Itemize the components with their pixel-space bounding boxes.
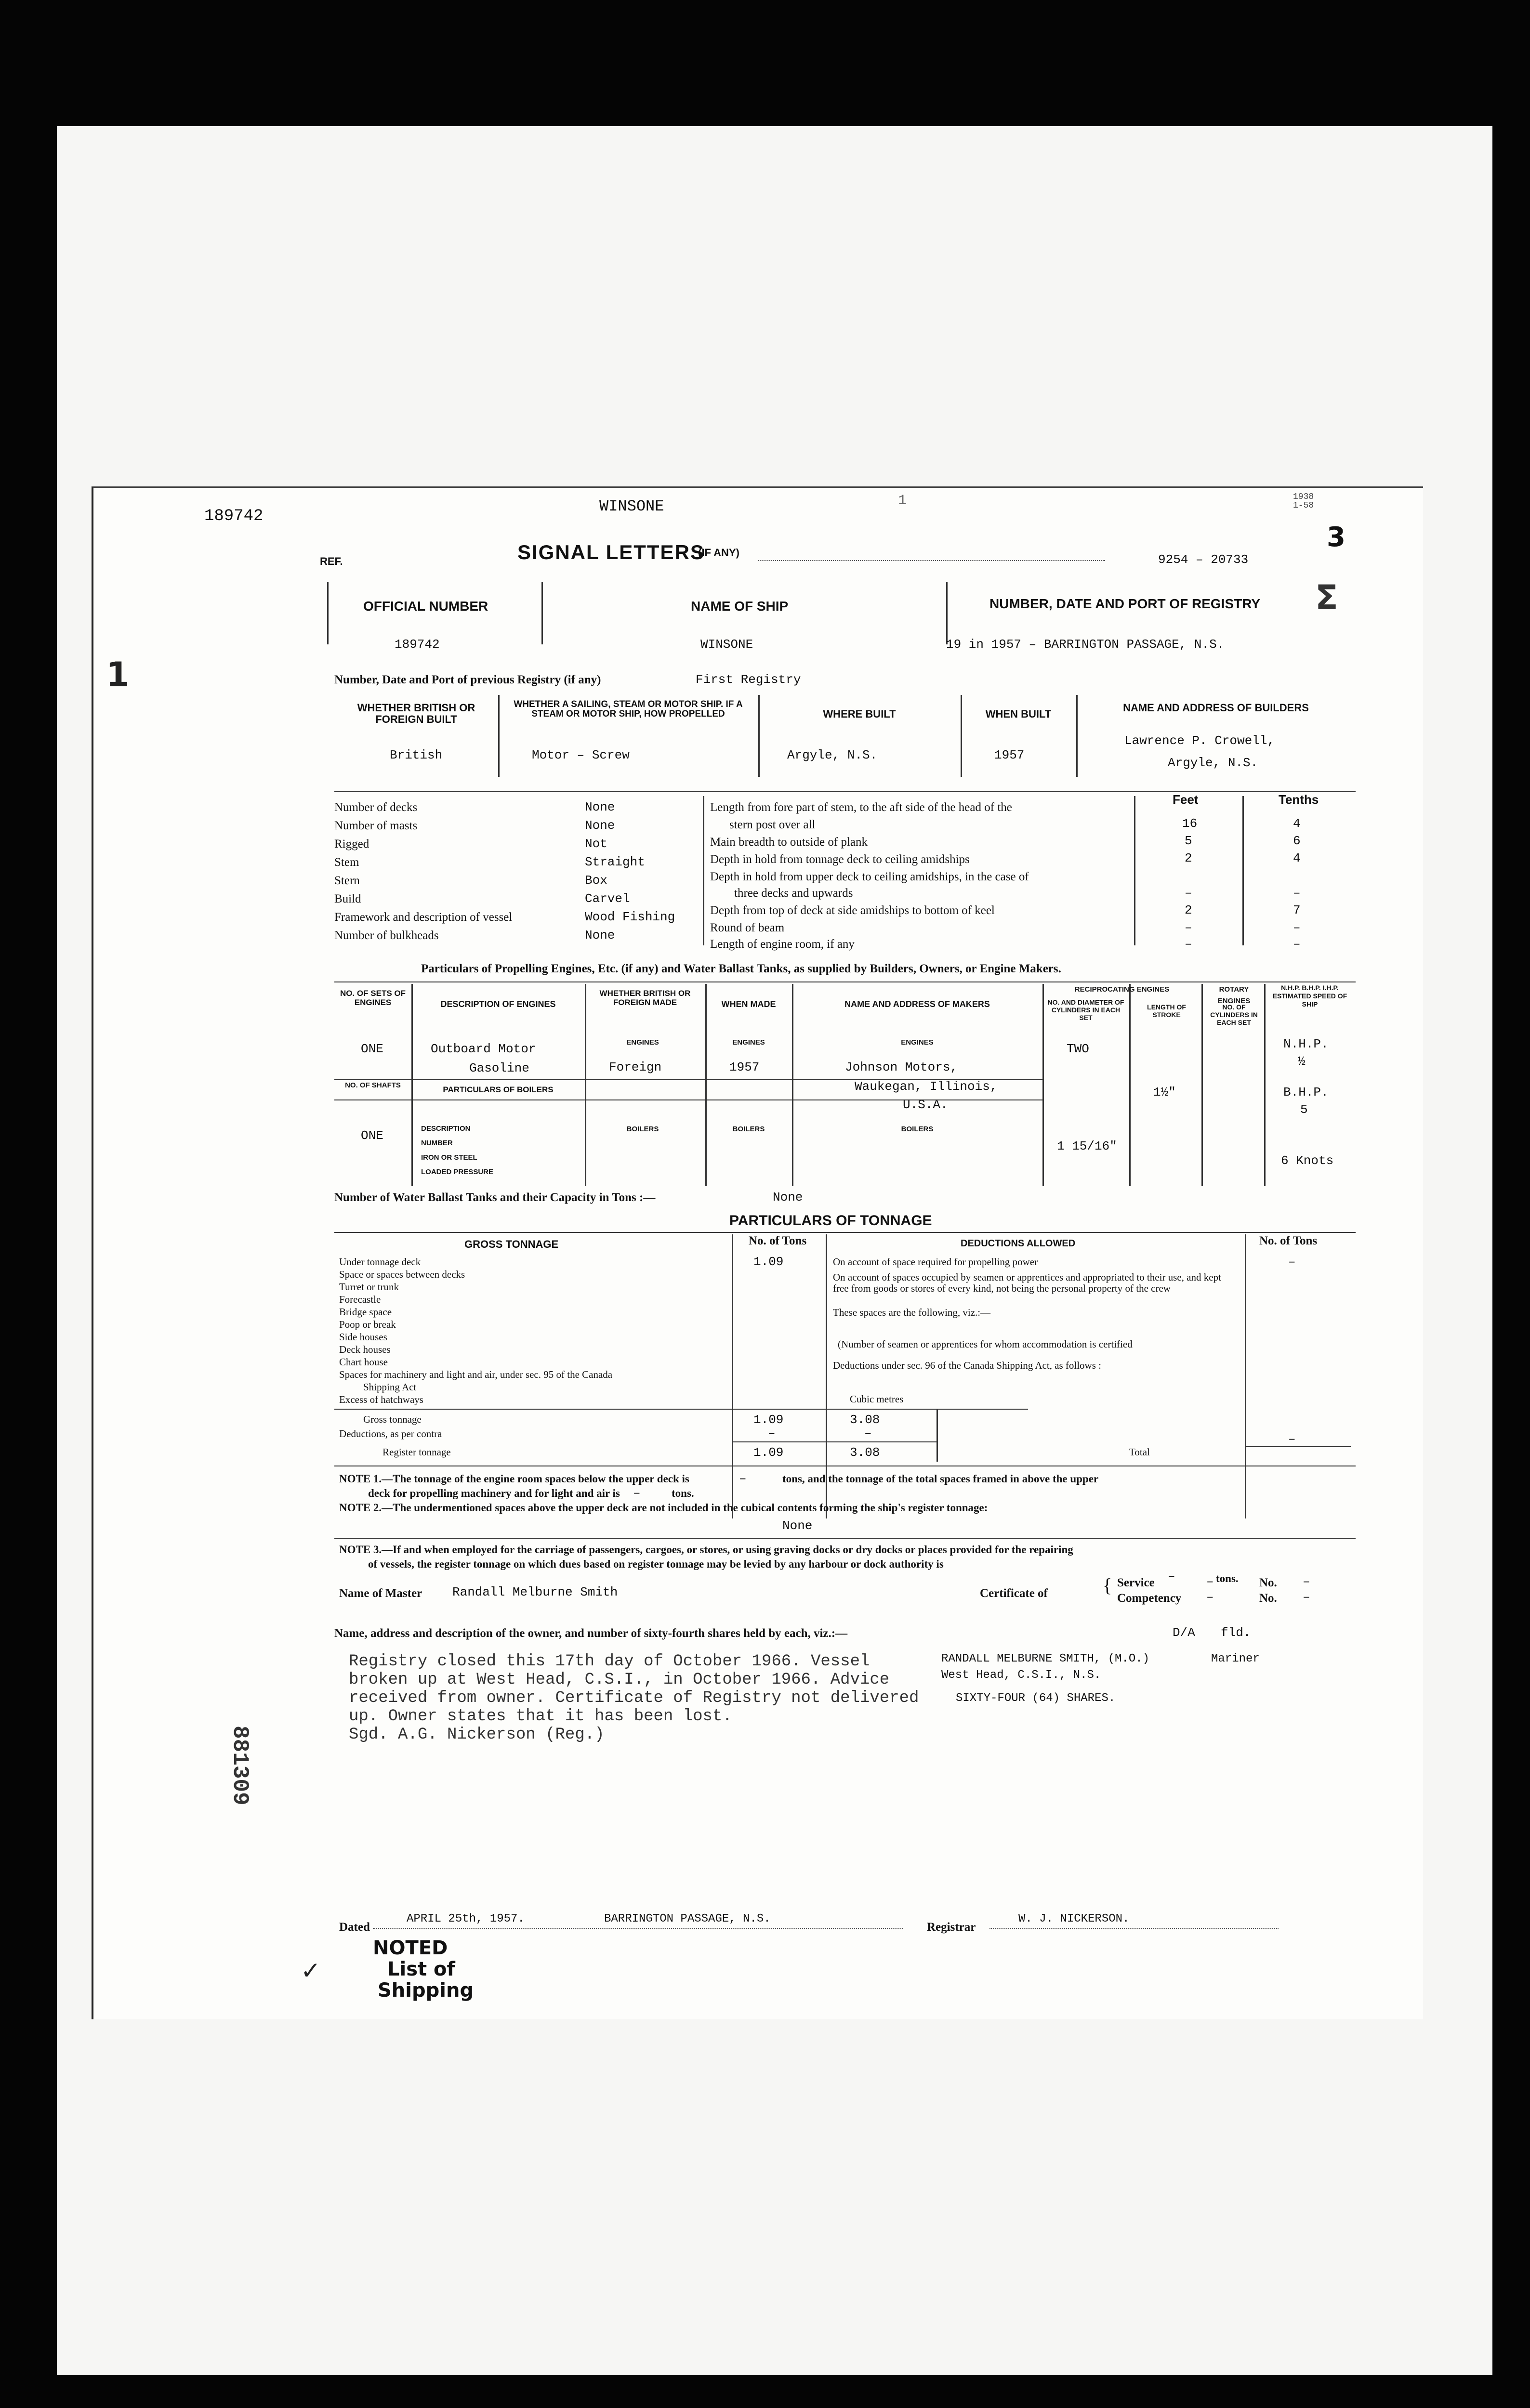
when-built-header: WHEN BUILT bbox=[985, 708, 1052, 720]
gross-item: Shipping Act bbox=[363, 1381, 417, 1393]
dimension-tenths: – bbox=[1293, 937, 1301, 951]
detail-value: None bbox=[585, 800, 615, 814]
note-1c: deck for propelling machinery and for light and air is bbox=[368, 1487, 620, 1499]
british-built-header: WHETHER BRITISH OR FOREIGN BUILT bbox=[357, 702, 475, 725]
signal-letters-line bbox=[758, 560, 1105, 561]
margin-scribble: Σ bbox=[1315, 578, 1338, 617]
note-3c: tons. bbox=[1216, 1572, 1239, 1584]
form-code: 1938 1-58 bbox=[1293, 492, 1314, 510]
deduction-item: (Number of seamen or apprentices for whom accommodation is certified bbox=[838, 1338, 1133, 1350]
rule bbox=[334, 1099, 1042, 1100]
tons-header: No. of Tons bbox=[749, 1234, 807, 1247]
divider bbox=[1134, 796, 1135, 945]
registrar-value: W. J. NICKERSON. bbox=[1018, 1912, 1130, 1925]
detail-label: Number of masts bbox=[334, 819, 418, 832]
nhp-label: N.H.P. bbox=[1283, 1037, 1329, 1051]
british-built-value: British bbox=[390, 748, 443, 762]
propelled-value: Motor – Screw bbox=[532, 748, 630, 762]
dimension-feet: 16 bbox=[1182, 816, 1198, 831]
dimension-tenths: 6 bbox=[1293, 834, 1301, 848]
rule bbox=[334, 1538, 1356, 1539]
boilers-sublabel: BOILERS bbox=[901, 1125, 934, 1133]
note-1-value: – bbox=[739, 1471, 747, 1486]
dimension-tenths: – bbox=[1293, 920, 1301, 935]
detail-label: Rigged bbox=[334, 838, 369, 851]
registry-form bbox=[92, 486, 1423, 2019]
sets-header: NO. OF SETS OF ENGINES bbox=[340, 989, 406, 1007]
ded-tons-header: No. of Tons bbox=[1259, 1234, 1318, 1247]
rule bbox=[732, 1441, 936, 1442]
boilers-sublabel: BOILERS bbox=[732, 1125, 765, 1133]
competency-label: Competency bbox=[1117, 1592, 1182, 1605]
boiler-field: DESCRIPTION bbox=[421, 1125, 471, 1133]
dimension-feet: 5 bbox=[1185, 834, 1192, 848]
owner-shares: SIXTY-FOUR (64) SHARES. bbox=[956, 1692, 1116, 1705]
british-made-header: WHETHER BRITISH OR FOREIGN MADE bbox=[599, 989, 691, 1007]
stamp-noted: NOTED bbox=[373, 1937, 448, 1959]
dated-line bbox=[373, 1928, 903, 1929]
gross-tonnage-m3: 3.08 bbox=[850, 1413, 880, 1427]
deduction-item: Deductions under sec. 96 of the Canada Shipping Act, as follows : bbox=[833, 1360, 1101, 1371]
rule bbox=[334, 1409, 1028, 1410]
detail-label: Build bbox=[334, 892, 361, 905]
dimension-label: Depth in hold from tonnage deck to ceiling amidships bbox=[710, 853, 970, 866]
signal-letters-note: (IF ANY) bbox=[698, 547, 739, 559]
register-tonnage-tons: 1.09 bbox=[753, 1445, 784, 1460]
note-3b: of vessels, the register tonnage on which dues based on register tonnage may be levied by any harbour or dock authority is bbox=[368, 1558, 944, 1570]
builders-value-1: Lawrence P. Crowell, bbox=[1124, 733, 1275, 748]
propelling-tons: – bbox=[1288, 1255, 1296, 1269]
tonnage-title: PARTICULARS OF TONNAGE bbox=[729, 1213, 932, 1229]
gross-item: Space or spaces between decks bbox=[339, 1269, 465, 1280]
deduction-item: These spaces are the following, viz.:— bbox=[833, 1307, 991, 1318]
gross-item: Chart house bbox=[339, 1356, 388, 1368]
where-built-value: Argyle, N.S. bbox=[787, 748, 878, 762]
master-value: Randall Melburne Smith bbox=[452, 1585, 618, 1599]
official-number-header: OFFICIAL NUMBER bbox=[363, 599, 488, 614]
handwritten-page-number: 3 bbox=[1327, 522, 1345, 553]
rotary-cylinders-header: NO. OF CYLINDERS IN EACH SET bbox=[1210, 1003, 1258, 1026]
master-label: Name of Master bbox=[339, 1587, 422, 1600]
divider bbox=[1042, 984, 1044, 1186]
gross-item: Forecastle bbox=[339, 1294, 381, 1305]
closure-line: received from owner. Certificate of Registry not delivered bbox=[349, 1689, 919, 1707]
divider bbox=[1076, 695, 1078, 777]
divider bbox=[758, 695, 760, 777]
dimension-tenths: 4 bbox=[1293, 851, 1301, 865]
closure-line: up. Owner states that it has been lost. bbox=[349, 1707, 732, 1726]
gross-tonnage-header: GROSS TONNAGE bbox=[464, 1238, 559, 1250]
brace: { bbox=[1103, 1574, 1112, 1596]
owner-fld: fld. bbox=[1221, 1625, 1251, 1640]
dimension-label: Depth in hold from upper deck to ceiling amidships, in the case of bbox=[710, 870, 1029, 883]
propelled-header: WHETHER A SAILING, STEAM OR MOTOR SHIP. IF A STEAM OR MOTOR SHIP, HOW PROPELLED bbox=[514, 699, 743, 719]
rule bbox=[334, 1079, 1042, 1080]
dimension-feet: 2 bbox=[1185, 903, 1192, 917]
stroke-header: LENGTH OF STROKE bbox=[1147, 1003, 1186, 1019]
divider bbox=[792, 984, 793, 1186]
makers-header: NAME AND ADDRESS OF MAKERS bbox=[844, 999, 990, 1009]
registrar-line bbox=[989, 1928, 1279, 1929]
certificate-label: Certificate of bbox=[980, 1587, 1048, 1600]
shafts-header: NO. OF SHAFTS bbox=[345, 1081, 401, 1089]
detail-value: Straight bbox=[585, 855, 645, 869]
makers-value-2: Waukegan, Illinois, bbox=[855, 1079, 998, 1094]
engine-desc-2: Gasoline bbox=[469, 1061, 529, 1075]
ballast-value: None bbox=[773, 1190, 803, 1204]
divider bbox=[946, 582, 948, 644]
note-3-value: – bbox=[1168, 1569, 1175, 1584]
dimension-label: three decks and upwards bbox=[734, 887, 853, 900]
register-tonnage-label: Register tonnage bbox=[382, 1446, 451, 1458]
stamp-shipping: Shipping bbox=[378, 1979, 474, 2002]
divider bbox=[327, 582, 329, 644]
gross-item: Spaces for machinery and light and air, under sec. 95 of the Canada bbox=[339, 1369, 613, 1380]
cubic-metres-label: Cubic metres bbox=[850, 1393, 904, 1405]
engines-sublabel: ENGINES bbox=[901, 1038, 934, 1047]
engines-title: Particulars of Propelling Engines, Etc. (if any) and Water Ballast Tanks, as supplied by Builders, Owners, or Engine Makers. bbox=[421, 962, 1061, 975]
detail-value: Not bbox=[585, 837, 607, 851]
ref-label: REF. bbox=[320, 555, 343, 567]
divider bbox=[411, 984, 413, 1186]
form-number: 9254 – 20733 bbox=[1158, 552, 1249, 567]
dated-value: APRIL 25th, 1957. bbox=[407, 1912, 525, 1925]
note-3a: NOTE 3.—If and when employed for the carriage of passengers, cargoes, or stores, or using graving docks or dry docks or places provided for the repairing bbox=[339, 1544, 1073, 1556]
speed-value: 6 Knots bbox=[1281, 1153, 1334, 1168]
dimension-feet: – bbox=[1185, 937, 1192, 951]
registry-value: 19 in 1957 – BARRINGTON PASSAGE, N.S. bbox=[946, 637, 1225, 652]
divider bbox=[936, 1409, 938, 1462]
nhp-value: ½ bbox=[1298, 1054, 1306, 1069]
dimension-label: Length of engine room, if any bbox=[710, 938, 855, 951]
owner-da: D/A bbox=[1173, 1625, 1195, 1640]
closure-line: Registry closed this 17th day of October 1966. Vessel bbox=[349, 1652, 870, 1671]
note-1-value-2: – bbox=[633, 1486, 641, 1500]
rotary-header: ROTARY ENGINES bbox=[1217, 985, 1251, 1005]
description-header: DESCRIPTION OF ENGINES bbox=[440, 999, 556, 1009]
detail-label: Framework and description of vessel bbox=[334, 911, 513, 924]
dimension-label: Main breadth to outside of plank bbox=[710, 836, 868, 849]
owner-name: RANDALL MELBURNE SMITH, (M.O.) bbox=[941, 1652, 1150, 1665]
margin-note: 1 bbox=[898, 493, 907, 509]
gross-item: Turret or trunk bbox=[339, 1281, 399, 1293]
bhp-label: B.H.P. bbox=[1283, 1085, 1329, 1099]
side-stamp: 881309 bbox=[227, 1726, 252, 1806]
dimension-label: Depth from top of deck at side amidships to bottom of keel bbox=[710, 904, 995, 917]
register-tonnage-m3: 3.08 bbox=[850, 1445, 880, 1460]
note-2-value: None bbox=[782, 1518, 813, 1533]
owner-address: West Head, C.S.I., N.S. bbox=[941, 1669, 1101, 1682]
under-deck-tons: 1.09 bbox=[753, 1255, 784, 1269]
dimension-tenths: 7 bbox=[1293, 903, 1301, 917]
detail-value: Box bbox=[585, 873, 607, 888]
deductions-header: DEDUCTIONS ALLOWED bbox=[961, 1238, 1076, 1249]
no-label: No. bbox=[1259, 1576, 1277, 1589]
boilers-sublabel: BOILERS bbox=[626, 1125, 659, 1133]
dated-label: Dated bbox=[339, 1921, 370, 1934]
divider bbox=[1242, 796, 1244, 945]
deduction-item: On account of spaces occupied by seamen or apprentices and appropriated to their use, and kept free from goods or stores of every kind, not being the personal property of the crew bbox=[833, 1271, 1221, 1294]
deductions-m3: – bbox=[864, 1426, 872, 1440]
tenths-header: Tenths bbox=[1279, 792, 1319, 807]
gross-tonnage-label: Gross tonnage bbox=[363, 1413, 422, 1425]
detail-value: None bbox=[585, 818, 615, 833]
divider bbox=[732, 1234, 733, 1518]
divider bbox=[541, 582, 543, 644]
note-1a: NOTE 1.—The tonnage of the engine room spaces below the upper deck is bbox=[339, 1473, 689, 1485]
dimension-tenths: – bbox=[1293, 886, 1301, 900]
feet-header: Feet bbox=[1173, 792, 1199, 807]
gross-item: Bridge space bbox=[339, 1306, 392, 1318]
rule bbox=[1245, 1446, 1351, 1447]
gross-item: Excess of hatchways bbox=[339, 1394, 423, 1405]
dimension-feet: 2 bbox=[1185, 851, 1192, 865]
port-value: BARRINGTON PASSAGE, N.S. bbox=[604, 1912, 771, 1925]
note-1b: tons, and the tonnage of the total spaces framed in above the upper bbox=[782, 1473, 1099, 1485]
gross-item: Poop or break bbox=[339, 1319, 396, 1330]
dimension-label: Round of beam bbox=[710, 921, 785, 934]
detail-label: Stem bbox=[334, 856, 359, 869]
divider bbox=[703, 796, 704, 945]
previous-registry-value: First Registry bbox=[696, 672, 801, 687]
dimension-label: stern post over all bbox=[729, 818, 816, 831]
total-value: – bbox=[1288, 1432, 1296, 1446]
shafts-value: ONE bbox=[361, 1128, 383, 1143]
divider bbox=[1201, 984, 1203, 1186]
when-built-value: 1957 bbox=[994, 748, 1025, 762]
divider bbox=[1264, 984, 1266, 1186]
gross-tonnage-tons: 1.09 bbox=[753, 1413, 784, 1427]
dimension-label: Length from fore part of stem, to the aft side of the head of the bbox=[710, 801, 1012, 814]
divider bbox=[961, 695, 962, 777]
gross-item: Deck houses bbox=[339, 1344, 391, 1355]
detail-label: Number of bulkheads bbox=[334, 929, 439, 942]
boilers-header: PARTICULARS OF BOILERS bbox=[443, 1085, 554, 1094]
registrar-label: Registrar bbox=[927, 1921, 976, 1934]
margin-mark: 1 bbox=[106, 655, 130, 694]
cylinders-header: NO. AND DIAMETER OF CYLINDERS IN EACH SET bbox=[1047, 998, 1124, 1021]
no-value: – bbox=[1303, 1574, 1310, 1589]
detail-label: Number of decks bbox=[334, 801, 418, 814]
stroke-value: 1½" bbox=[1153, 1085, 1176, 1099]
builders-header: NAME AND ADDRESS OF BUILDERS bbox=[1123, 702, 1309, 714]
divider bbox=[705, 984, 707, 1186]
engines-sublabel: ENGINES bbox=[626, 1038, 659, 1047]
previous-registry-label: Number, Date and Port of previous Registry (if any) bbox=[334, 673, 601, 686]
boiler-field: IRON OR STEEL bbox=[421, 1153, 477, 1162]
name-of-ship-value: WINSONE bbox=[700, 637, 753, 652]
owner-occupation: Mariner bbox=[1211, 1652, 1260, 1665]
signal-letters-title: SIGNAL LETTERS bbox=[517, 541, 705, 563]
registry-header: NUMBER, DATE AND PORT OF REGISTRY bbox=[989, 596, 1261, 611]
closure-line: Sgd. A.G. Nickerson (Reg.) bbox=[349, 1726, 605, 1744]
detail-label: Stern bbox=[334, 874, 360, 887]
divider bbox=[498, 695, 500, 777]
divider bbox=[1129, 984, 1131, 1186]
cylinders-value: TWO bbox=[1067, 1042, 1089, 1056]
ballast-label: Number of Water Ballast Tanks and their Capacity in Tons :— bbox=[334, 1191, 656, 1204]
british-made-value: Foreign bbox=[609, 1060, 662, 1074]
bhp-value: 5 bbox=[1300, 1102, 1308, 1117]
when-made-header: WHEN MADE bbox=[721, 999, 776, 1009]
deduction-item: On account of space required for propelling power bbox=[833, 1256, 1038, 1268]
makers-value-3: U.S.A. bbox=[903, 1098, 948, 1112]
where-built-header: WHERE BUILT bbox=[823, 708, 896, 720]
gross-item: Under tonnage deck bbox=[339, 1256, 421, 1268]
rule bbox=[334, 791, 1356, 792]
divider bbox=[1245, 1234, 1246, 1518]
divider bbox=[585, 984, 586, 1186]
official-number-value: 189742 bbox=[395, 637, 440, 652]
recip-header: RECIPROCATING ENGINES bbox=[1074, 985, 1170, 994]
ship-name-top: WINSONE bbox=[599, 497, 664, 515]
competency-value: – bbox=[1206, 1590, 1214, 1604]
corner-official-number: 189742 bbox=[204, 507, 264, 525]
total-label: Total bbox=[1129, 1446, 1150, 1458]
owner-label: Name, address and description of the owner, and number of sixty-fourth shares held by each, viz.:— bbox=[334, 1627, 848, 1640]
name-of-ship-header: NAME OF SHIP bbox=[691, 599, 789, 614]
no-label: No. bbox=[1259, 1592, 1277, 1605]
detail-value: Wood Fishing bbox=[585, 910, 675, 924]
service-value: – bbox=[1206, 1574, 1214, 1589]
when-made-value: 1957 bbox=[729, 1060, 760, 1074]
rule bbox=[334, 1232, 1356, 1233]
note-2: NOTE 2.—The undermentioned spaces above the upper deck are not included in the cubical contents forming the ship's register tonnage: bbox=[339, 1502, 988, 1514]
gross-item: Side houses bbox=[339, 1331, 387, 1343]
boiler-field: LOADED PRESSURE bbox=[421, 1168, 494, 1176]
detail-value: None bbox=[585, 928, 615, 942]
note-1d: tons. bbox=[672, 1487, 694, 1499]
makers-value-1: Johnson Motors, bbox=[845, 1060, 958, 1074]
builders-value-2: Argyle, N.S. bbox=[1168, 756, 1258, 770]
boiler-field: NUMBER bbox=[421, 1139, 453, 1147]
detail-value: Carvel bbox=[585, 891, 630, 906]
dimension-feet: – bbox=[1185, 886, 1192, 900]
deductions-label: Deductions, as per contra bbox=[339, 1428, 442, 1440]
engine-desc-1: Outboard Motor bbox=[431, 1042, 536, 1056]
closure-line: broken up at West Head, C.S.I., in October 1966. Advice bbox=[349, 1671, 890, 1689]
no-value: – bbox=[1303, 1590, 1310, 1604]
deductions-tons: – bbox=[768, 1426, 776, 1440]
engines-sublabel: ENGINES bbox=[732, 1038, 765, 1047]
stamp-list-of: List of bbox=[387, 1958, 455, 1980]
dimension-feet: – bbox=[1185, 920, 1192, 935]
diameter-value: 1 15/16" bbox=[1057, 1139, 1117, 1153]
check-mark: ✓ bbox=[301, 1957, 321, 1985]
dimension-tenths: 4 bbox=[1293, 816, 1301, 831]
sets-value: ONE bbox=[361, 1042, 383, 1056]
power-header: N.H.P. B.H.P. I.H.P. ESTIMATED SPEED OF SHIP bbox=[1272, 984, 1347, 1008]
service-label: Service bbox=[1117, 1576, 1155, 1589]
